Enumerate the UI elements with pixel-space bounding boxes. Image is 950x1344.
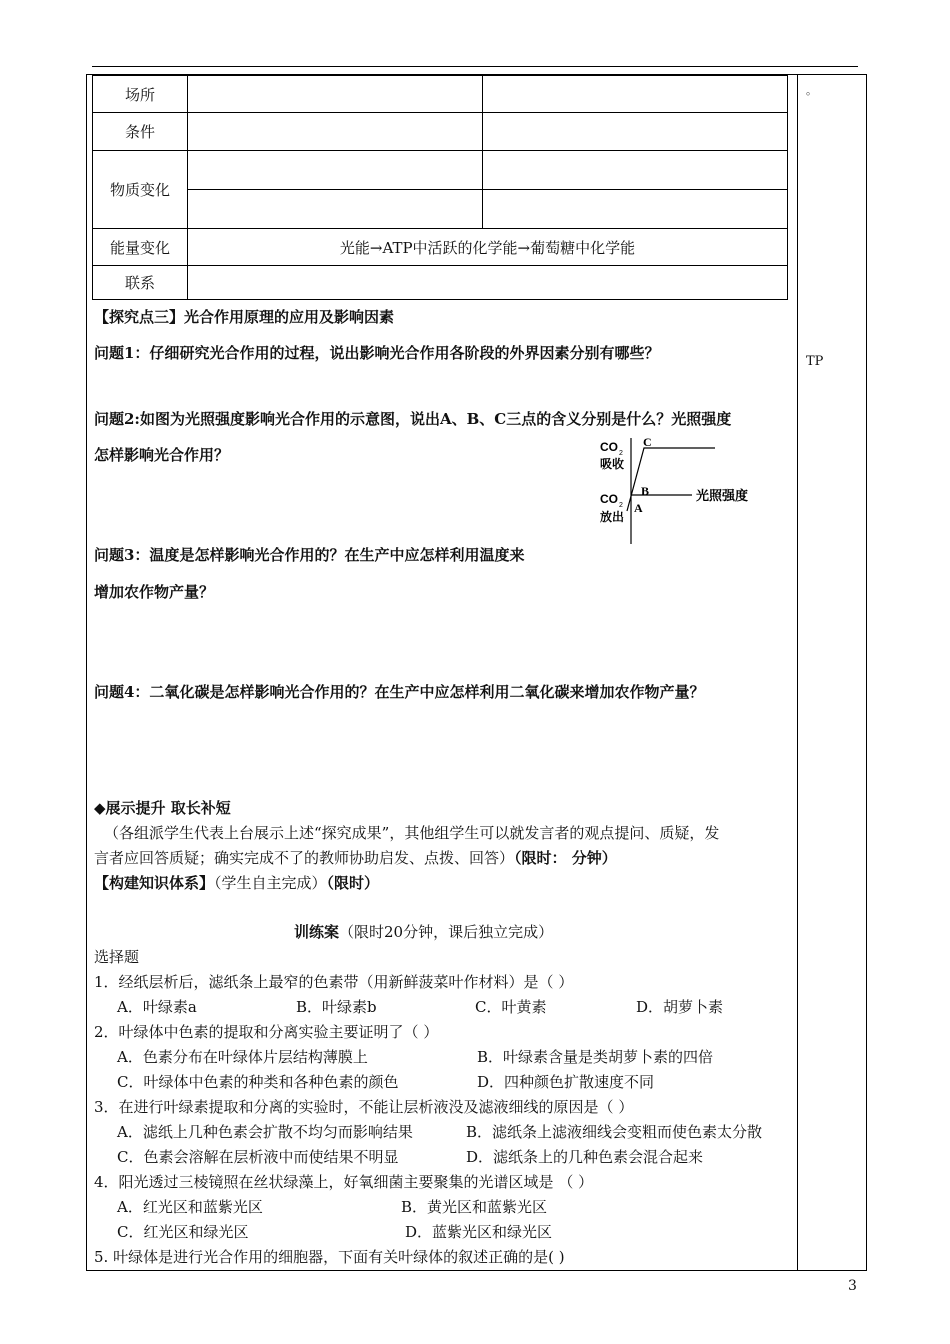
graph-point-c: C xyxy=(643,435,652,449)
graph-absorb-label: 吸收 xyxy=(600,457,625,471)
cell-link xyxy=(188,266,788,300)
question-3-line2: 增加农作物产量？ xyxy=(94,583,215,601)
training-title-note: （限时20分钟，课后独立完成） xyxy=(339,923,554,941)
training-title xyxy=(294,921,553,942)
header-rule xyxy=(92,66,858,67)
display-time-limit: （限时： 分钟） xyxy=(514,849,617,867)
page-number: 3 xyxy=(848,1278,857,1294)
mc-question-5: 5. 叶绿体是进行光合作用的细胞器，下面有关叶绿体的叙述正确的是( ) xyxy=(94,1248,565,1266)
display-instructions-line2 xyxy=(94,847,617,868)
graph-x-label: 光照强度 xyxy=(696,489,749,504)
cell-material-2a xyxy=(483,151,788,190)
graph-co2-top-sub: 2 xyxy=(619,450,623,457)
cell-energy-change: 光能→ATP中活跃的化学能→葡萄糖中化学能 xyxy=(188,229,788,266)
margin-note-top: 。 xyxy=(806,84,817,97)
row-label-link: 联系 xyxy=(93,266,188,300)
mc-q3-option-b: B．滤纸条上滤液细线会变粗而使色素太分散 xyxy=(466,1123,763,1141)
question-type: 选择题 xyxy=(94,948,140,966)
display-heading: ◆展示提升 取长补短 xyxy=(94,799,231,817)
mc-q4-option-b: B．黄光区和蓝紫光区 xyxy=(401,1198,548,1216)
mc-question-2: 2．叶绿体中色素的提取和分离实验主要证明了（ ） xyxy=(94,1023,439,1041)
question-3-line1: 问题3：温度是怎样影响光合作用的？在生产中应怎样利用温度来 xyxy=(94,546,525,564)
mc-q1-option-c: C．叶黄素 xyxy=(475,998,547,1016)
graph-co2-bottom: CO xyxy=(600,492,618,506)
build-knowledge-line xyxy=(94,872,379,893)
mc-q1-option-b: B．叶绿素b xyxy=(296,998,377,1016)
question-1: 问题1：仔细研究光合作用的过程，说出影响光合作用各阶段的外界因素分别有哪些？ xyxy=(94,344,660,362)
build-knowledge-note: （学生自主完成） xyxy=(214,874,327,892)
cell-material-1a xyxy=(188,151,483,190)
cell-location-1 xyxy=(188,76,483,113)
mc-q1-option-d: D．胡萝卜素 xyxy=(636,998,724,1016)
row-label-energy: 能量变化 xyxy=(93,229,188,266)
row-label-location: 场所 xyxy=(93,76,188,113)
mc-question-1: 1．经纸层析后，滤纸条上最窄的色素带（用新鲜菠菜叶作材料）是（ ） xyxy=(94,973,574,991)
mc-q3-option-a: A．滤纸上几种色素会扩散不均匀而影响结果 xyxy=(117,1123,413,1141)
graph-co2-bottom-sub: 2 xyxy=(619,502,623,509)
row-label-condition: 条件 xyxy=(93,113,188,151)
training-title-main: 训练案 xyxy=(294,923,340,941)
graph-release-label: 放出 xyxy=(600,510,625,524)
mc-q4-option-d: D．蓝紫光区和绿光区 xyxy=(405,1223,553,1241)
build-knowledge-heading: 【构建知识体系】 xyxy=(94,874,215,892)
mc-q4-option-a: A．红光区和蓝紫光区 xyxy=(117,1198,263,1216)
mc-q1-option-a: A．叶绿素a xyxy=(117,998,197,1016)
mc-q2-option-b: B．叶绿素含量是类胡萝卜素的四倍 xyxy=(477,1048,714,1066)
display-instructions-text: 言者应回答质疑；确实完成不了的教师协助启发、点拨、回答） xyxy=(94,849,515,867)
mc-q2-option-a: A．色素分布在叶绿体片层结构薄膜上 xyxy=(117,1048,368,1066)
mc-q3-option-d: D．滤纸条上的几种色素会混合起来 xyxy=(466,1148,704,1166)
question-2-line1: 问题2:如图为光照强度影响光合作用的示意图，说出A、B、C三点的含义分别是什么？光照强度 xyxy=(94,410,732,428)
row-label-material: 物质变化 xyxy=(93,151,188,229)
cell-condition-2 xyxy=(483,113,788,151)
margin-note-tp: TP xyxy=(806,354,824,369)
graph-point-a: A xyxy=(634,501,643,515)
cell-material-2b xyxy=(483,190,788,229)
cell-material-1b xyxy=(188,190,483,229)
question-4: 问题4：二氧化碳是怎样影响光合作用的？在生产中应怎样利用二氧化碳来增加农作物产量？ xyxy=(94,683,705,701)
section3-heading: 【探究点三】光合作用原理的应用及影响因素 xyxy=(94,308,395,326)
margin-column-divider xyxy=(797,74,798,1270)
light-intensity-graph xyxy=(598,432,768,547)
question-2-line2: 怎样影响光合作用？ xyxy=(94,446,230,464)
mc-question-4: 4．阳光透过三棱镜照在丝状绿藻上，好氧细菌主要聚集的光谱区域是 （ ） xyxy=(94,1173,594,1191)
mc-q2-option-c: C．叶绿体中色素的种类和各种色素的颜色 xyxy=(117,1073,399,1091)
mc-q4-option-c: C．红光区和绿光区 xyxy=(117,1223,249,1241)
graph-co2-top: CO xyxy=(600,440,618,454)
mc-q2-option-d: D．四种颜色扩散速度不同 xyxy=(477,1073,655,1091)
mc-q3-option-c: C．色素会溶解在层析液中而使结果不明显 xyxy=(117,1148,399,1166)
build-knowledge-time: （限时） xyxy=(326,874,380,892)
cell-location-2 xyxy=(483,76,788,113)
graph-point-b: B xyxy=(641,484,650,498)
comparison-table xyxy=(92,75,788,300)
display-instructions-line1: （各组派学生代表上台展示上述“探究成果”，其他组学生可以就发言者的观点提问、质疑，发 xyxy=(104,824,720,842)
mc-question-3: 3．在进行叶绿素提取和分离的实验时，不能让层析液没及滤液细线的原因是（ ） xyxy=(94,1098,634,1116)
cell-condition-1 xyxy=(188,113,483,151)
